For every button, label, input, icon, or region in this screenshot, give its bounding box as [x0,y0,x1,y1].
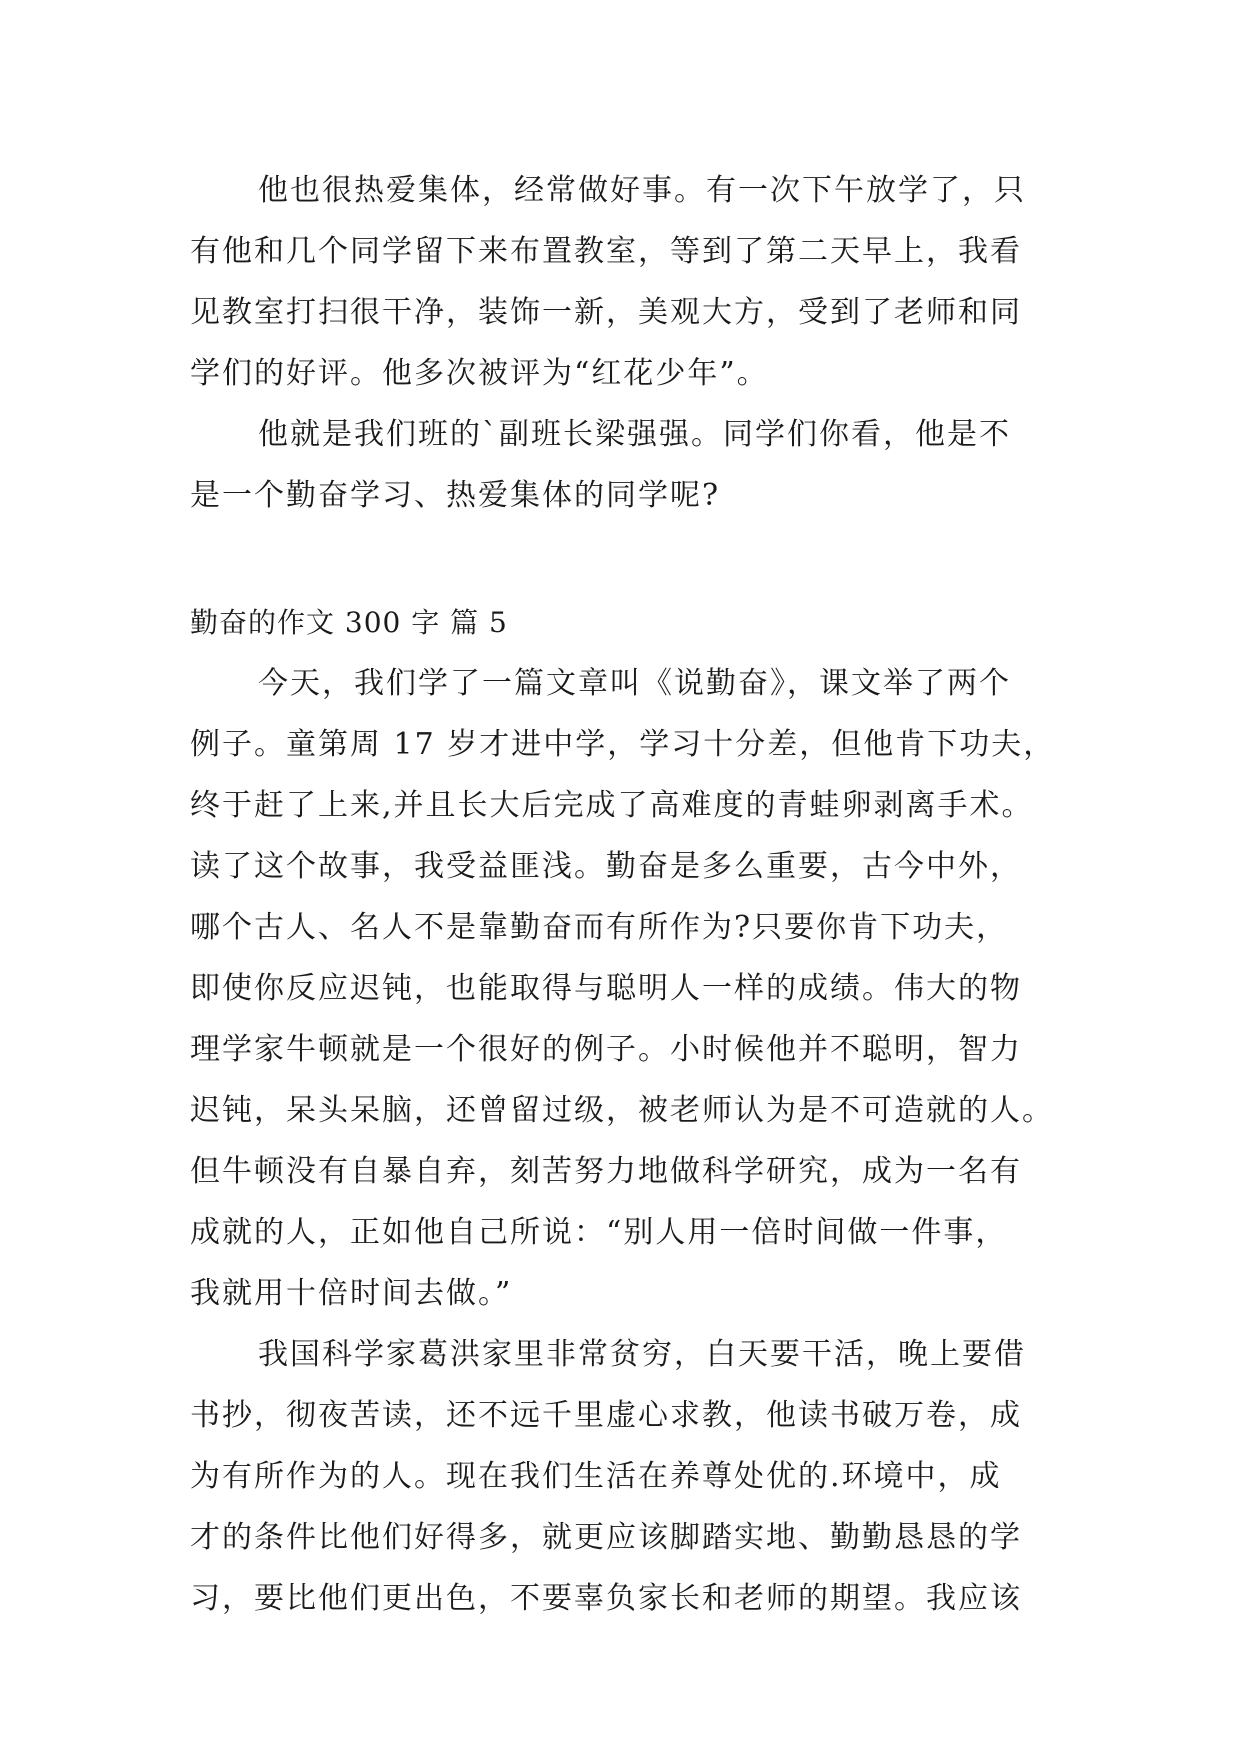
document-body [190,160,1070,1629]
text-line: 见教室打扫很干净，装饰一新，美观大方，受到了老师和同 [190,295,1022,330]
text-line: 我就用十倍时间去做。” [190,1276,513,1311]
text-line: 迟钝，呆头呆脑，还曾留过级，被老师认为是不可造就的人。 [190,1093,1054,1128]
text-line: 即使你反应迟钝，也能取得与聪明人一样的成绩。伟大的物 [190,971,1022,1006]
text-line: 他就是我们班的`副班长梁强强。同学们你看，他是不 [258,417,1011,452]
text-line: 今天，我们学了一篇文章叫《说勤奋》，课文举了两个 [258,666,1011,701]
text-line: 但牛顿没有自暴自弃，刻苦努力地做科学研究，成为一名有 [190,1154,1022,1189]
text-line: 有他和几个同学留下来布置教室，等到了第二天早上，我看 [190,234,1022,269]
section-spacer [190,526,1070,592]
text-line: 他也很热爱集体，经常做好事。有一次下午放学了，只 [258,173,1026,208]
text-line: 我国科学家葛洪家里非常贫穷，白天要干活，晚上要借 [258,1337,1026,1372]
text-line: 书抄，彻夜苦读，还不远千里虚心求教，他读书破万卷，成 [190,1398,1022,1433]
text-line: 例子。童第周 17 岁才进中学，学习十分差，但他肯下功夫， [190,727,1056,762]
text-line: 读了这个故事，我受益匪浅。勤奋是多么重要，古今中外， [190,849,1022,884]
text-line: 习，要比他们更出色，不要辜负家长和老师的期望。我应该 [190,1581,1022,1616]
text-line: 成就的人，正如他自己所说：“别人用一倍时间做一件事， [190,1215,1008,1250]
paragraph [190,160,1070,404]
text-line: 哪个古人、名人不是靠勤奋而有所作为?只要你肯下功夫， [190,910,1009,945]
text-line: 终于赶了上来,并且长大后完成了高难度的青蛙卵剥离手术。 [190,788,1034,823]
paragraph [190,653,1070,1324]
text-line: 学们的好评。他多次被评为“红花少年”。 [190,356,769,391]
text-line: 为有所作为的人。现在我们生活在养尊处优的.环境中，成 [190,1459,1002,1494]
text-line: 是一个勤奋学习、热爱集体的同学呢? [190,478,721,513]
section-heading: 勤奋的作文 300 字 篇 5 [190,606,508,639]
text-line: 才的条件比他们好得多，就更应该脚踏实地、勤勤恳恳的学 [190,1520,1022,1555]
text-line: 理学家牛顿就是一个很好的例子。小时候他并不聪明，智力 [190,1032,1022,1067]
paragraph [190,1324,1070,1629]
paragraph [190,404,1070,526]
